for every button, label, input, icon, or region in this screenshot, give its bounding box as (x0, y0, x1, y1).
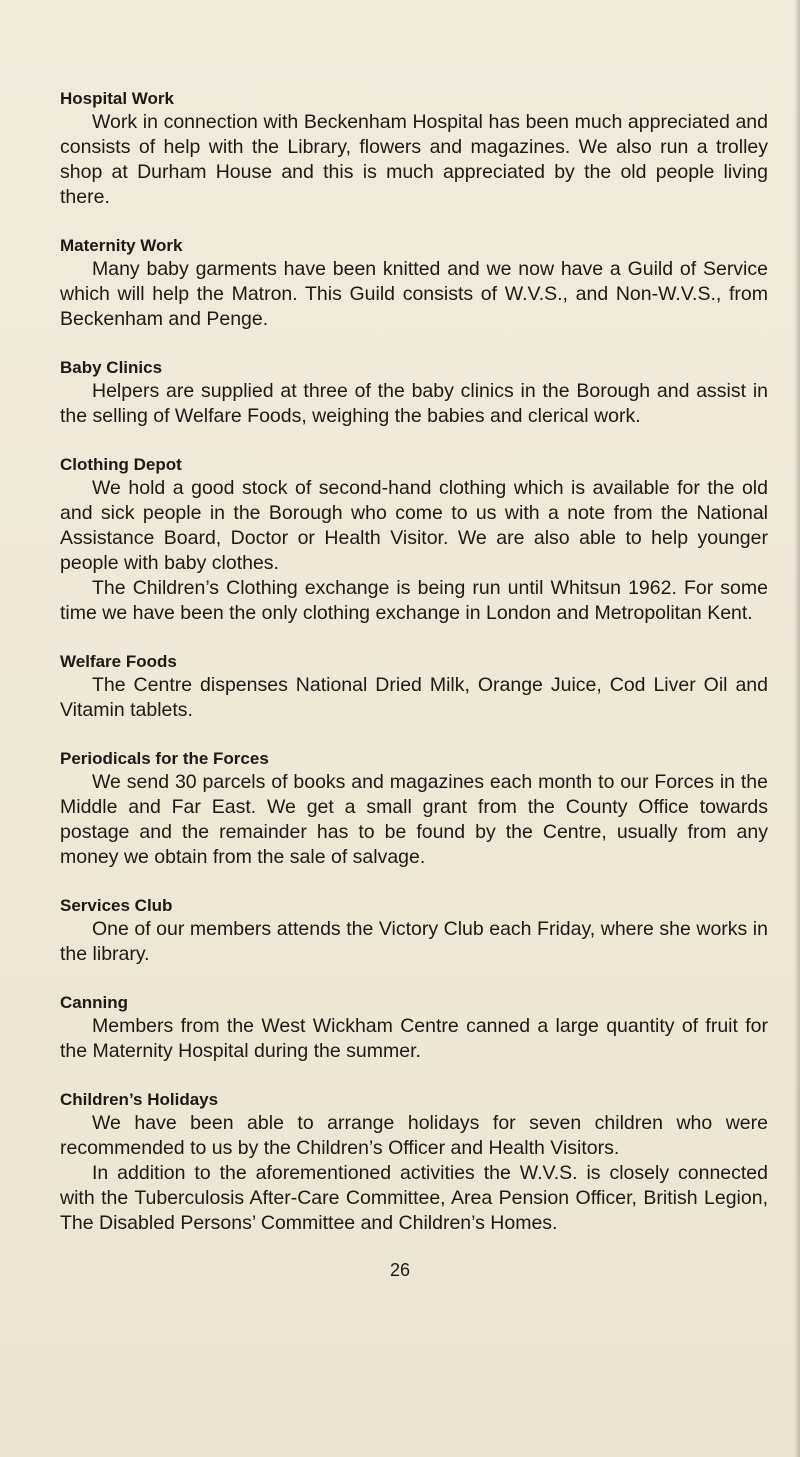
section-welfare-foods (60, 651, 768, 723)
page-content (60, 88, 768, 1261)
section-paragraph: The Children’s Clothing exchange is being run until Whitsun 1962. For some time we have been the only clothing exchange in London and Metropolitan Kent. (60, 577, 768, 624)
section-periodicals-forces (60, 748, 768, 870)
section-heading: Baby Clinics (60, 358, 163, 377)
page-edge-shadow (794, 0, 800, 1457)
section-childrens-holidays (60, 1089, 768, 1236)
section-heading: Maternity Work (60, 236, 183, 255)
section-paragraph: In addition to the aforementioned activities the W.V.S. is closely connected with the Tuberculosis After-Care Committee, Area Pension Officer, British Legion, The Disabled Persons’ Committee and Children’s Homes. (60, 1162, 768, 1234)
section-heading: Canning (60, 993, 128, 1012)
section-heading: Hospital Work (60, 89, 174, 108)
section-services-club (60, 895, 768, 967)
section-heading: Clothing Depot (60, 455, 182, 474)
section-baby-clinics (60, 357, 768, 429)
section-hospital-work (60, 88, 768, 210)
section-heading: Periodicals for the Forces (60, 749, 269, 768)
section-clothing-depot (60, 454, 768, 626)
section-heading: Children’s Holidays (60, 1090, 219, 1109)
section-paragraph: Many baby garments have been knitted and we now have a Guild of Service which will help the Matron. This Guild consists of W.V.S., and Non-W.V.S., from Beckenham and Penge. (60, 258, 768, 330)
section-paragraph: One of our members attends the Victory Club each Friday, where she works in the library. (60, 918, 768, 965)
section-paragraph: The Centre dispenses National Dried Milk, Orange Juice, Cod Liver Oil and Vitamin tablets. (60, 674, 768, 721)
section-canning (60, 992, 768, 1064)
section-maternity-work (60, 235, 768, 332)
section-heading: Services Club (60, 896, 173, 915)
section-paragraph: We send 30 parcels of books and magazines each month to our Forces in the Middle and Far East. We get a small grant from the County Office towards postage and the remainder has to be found by the Centre, usually from any money we obtain from the sale of salvage. (60, 771, 768, 868)
section-paragraph: We have been able to arrange holidays for seven children who were recommended to us by the Children’s Officer and Health Visitors. (60, 1112, 768, 1159)
page-number: 26 (389, 1260, 411, 1280)
section-paragraph: Members from the West Wickham Centre canned a large quantity of fruit for the Maternity Hospital during the summer. (60, 1015, 768, 1062)
section-paragraph: We hold a good stock of second-hand clothing which is available for the old and sick people in the Borough who come to us with a note from the National Assistance Board, Doctor or Health Visitor. We are also able to help younger people with baby clothes. (60, 477, 768, 574)
section-paragraph: Helpers are supplied at three of the baby clinics in the Borough and assist in the selling of Welfare Foods, weighing the babies and clerical work. (60, 380, 768, 427)
section-paragraph: Work in connection with Beckenham Hospital has been much appreciated and consists of help with the Library, flowers and magazines. We also run a trolley shop at Durham House and this is much appreciated by the old people living there. (60, 111, 768, 208)
section-heading: Welfare Foods (60, 652, 177, 671)
